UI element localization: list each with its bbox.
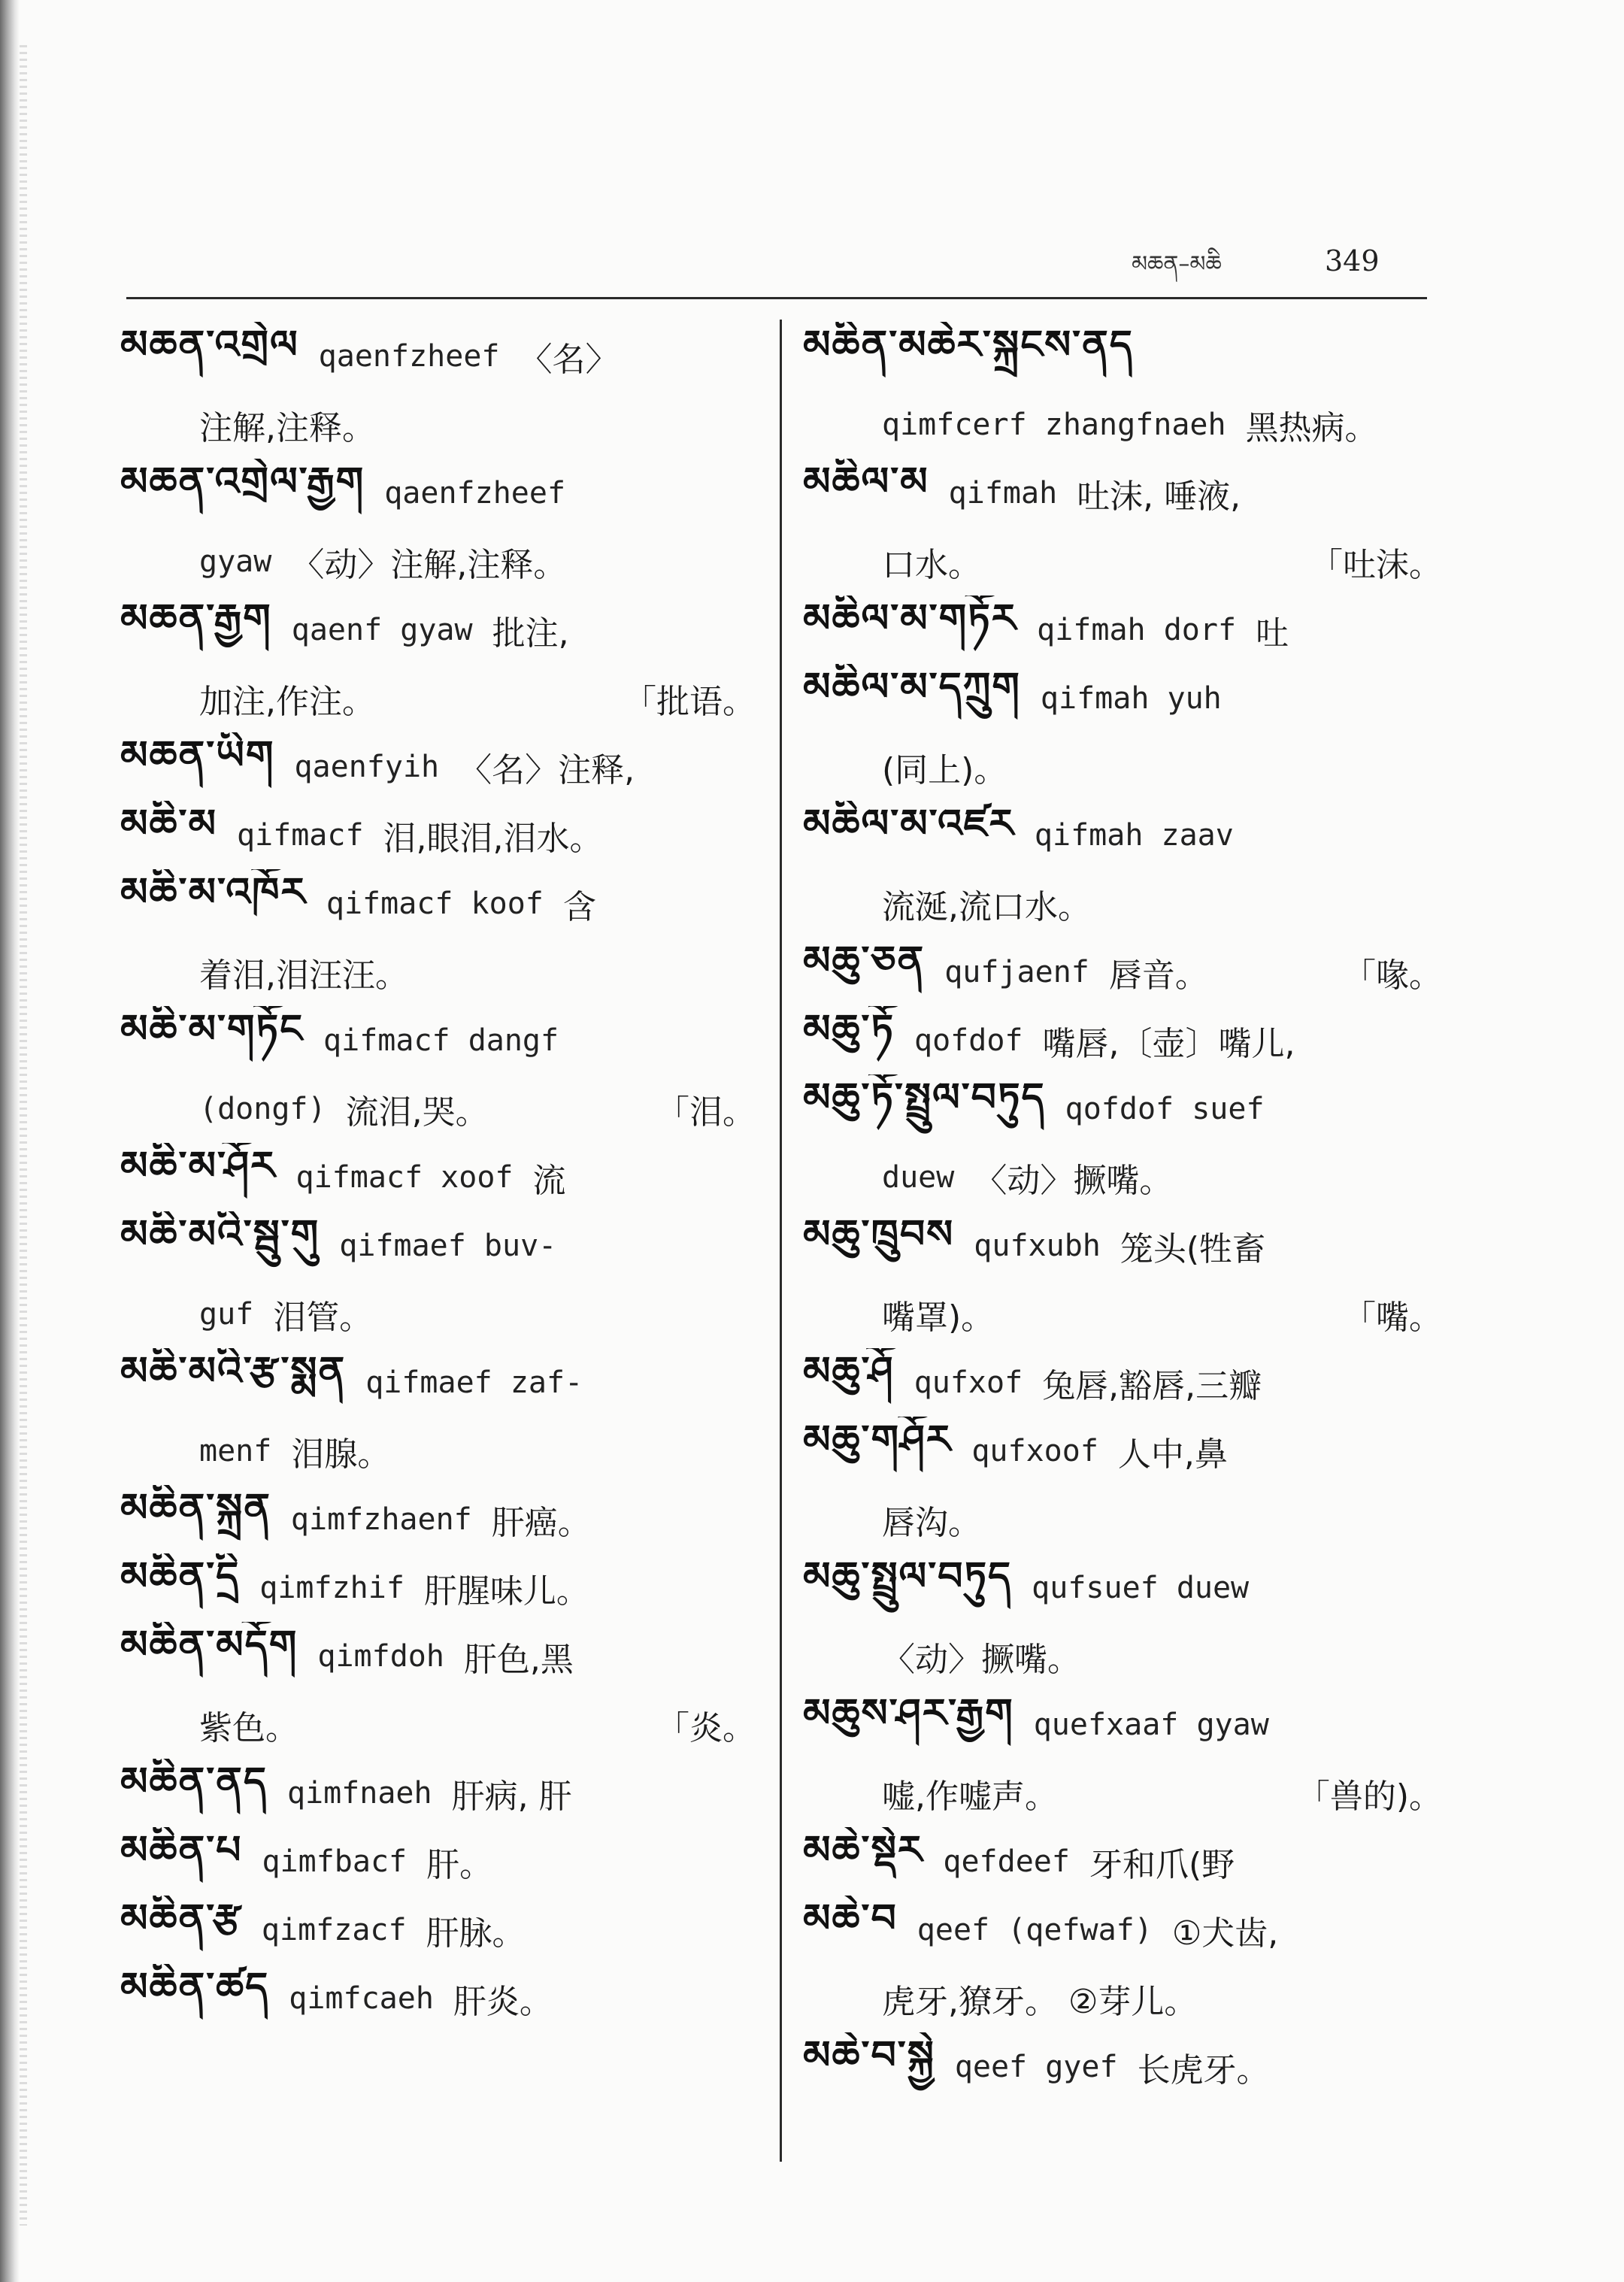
romanization: qifmacf xyxy=(236,817,364,853)
tibetan-headword: མཆིན་དྲི xyxy=(120,1553,241,1599)
run-on-fragment: 「泪。 xyxy=(656,1093,756,1132)
dictionary-entry xyxy=(803,1074,1442,1211)
entry-headline xyxy=(120,459,756,527)
tibetan-headword: མཆེ་སྡེར xyxy=(803,1827,924,1873)
run-on-fragment: 「批语。 xyxy=(623,682,756,721)
tibetan-headword: མཆན་འགྲེལ xyxy=(120,322,299,368)
entry-headline xyxy=(120,1211,756,1280)
tibetan-headword: མཆན་ཡིག xyxy=(120,732,275,778)
romanization: qufjaenf xyxy=(944,954,1089,989)
entry-headline xyxy=(803,1348,1442,1417)
entry-headline xyxy=(803,1690,1442,1759)
tibetan-headword: མཆིལ་མ་གཏོར xyxy=(803,596,1018,641)
run-on-fragment: 「炎。 xyxy=(656,1708,756,1747)
entry-continuation xyxy=(803,527,1442,596)
entry-headline xyxy=(803,1553,1442,1622)
dictionary-entry xyxy=(803,322,1442,459)
entry-headline xyxy=(120,596,756,664)
chinese-gloss: 紫色。 xyxy=(199,1708,298,1747)
tibetan-headword: མཆེ་བ་སྐྱེ xyxy=(803,2032,935,2078)
entry-continuation xyxy=(120,1074,756,1143)
dictionary-entry xyxy=(120,596,756,732)
romanization: guf xyxy=(199,1296,254,1332)
chinese-gloss: ①犬齿, xyxy=(1171,1914,1279,1953)
chinese-gloss: 黑热病。 xyxy=(1245,408,1378,447)
tibetan-headword: མཆུ་སྤྲུལ་བཏུད xyxy=(803,1553,1013,1599)
entry-headline xyxy=(120,322,756,390)
dictionary-entry xyxy=(803,1348,1442,1417)
entry-continuation xyxy=(120,664,756,732)
dictionary-entry xyxy=(803,596,1442,664)
dictionary-entry xyxy=(803,801,1442,938)
entry-headline xyxy=(120,1622,756,1690)
tibetan-headword: མཆིན་མཆེར་སྐྲངས་ནད xyxy=(803,322,1134,368)
entry-headline xyxy=(803,1074,1442,1143)
dictionary-entry xyxy=(120,1553,756,1622)
entry-headline xyxy=(803,664,1442,732)
entry-continuation xyxy=(803,390,1442,459)
entry-continuation xyxy=(120,527,756,596)
entry-headline xyxy=(120,1964,756,2032)
chinese-gloss: 批注, xyxy=(492,614,569,653)
dictionary-entry xyxy=(120,732,756,801)
entry-headline xyxy=(803,596,1442,664)
dictionary-entry xyxy=(120,459,756,596)
romanization: qifmah zaav xyxy=(1034,817,1234,853)
romanization: qufxubh xyxy=(974,1228,1101,1263)
romanization: qifmah dorf xyxy=(1037,612,1237,647)
romanization: qifmaef buv- xyxy=(339,1228,557,1263)
chinese-gloss: 嘴罩)。 xyxy=(882,1298,995,1337)
chinese-gloss: 流 xyxy=(532,1161,566,1200)
chinese-gloss: 注解,注释。 xyxy=(199,408,375,447)
entry-headline xyxy=(120,1006,756,1074)
chinese-gloss: 〈名〉 xyxy=(519,340,619,379)
dictionary-entry xyxy=(120,1896,756,1964)
chinese-gloss: 流涎,流口水。 xyxy=(882,887,1091,926)
tibetan-headword: མཆིན་མདོག xyxy=(120,1622,298,1668)
romanization: duew xyxy=(882,1159,955,1195)
chinese-gloss: 嘘,作嘘声。 xyxy=(882,1777,1058,1816)
dictionary-entry xyxy=(803,1690,1442,1827)
tibetan-headword: མཆི་མའི་སྦུ་གུ xyxy=(120,1211,320,1257)
running-head: མཆན–མཆི xyxy=(1132,251,1222,277)
entry-headline xyxy=(803,2032,1442,2101)
entry-headline xyxy=(803,459,1442,527)
chinese-gloss: 吐沫, 唾液, xyxy=(1077,477,1241,516)
romanization: qimfcerf zhangfnaeh xyxy=(882,407,1226,442)
romanization: qimfzacf xyxy=(261,1912,407,1947)
chinese-gloss: 流泪,哭。 xyxy=(345,1093,489,1132)
entry-headline xyxy=(120,801,756,869)
tibetan-headword: མཆི་མའི་རྩ་སྨན xyxy=(120,1348,347,1394)
tibetan-headword: མཆི་མ་ཤོར xyxy=(120,1143,277,1189)
entry-headline xyxy=(803,1417,1442,1485)
chinese-gloss: 〈名〉注释, xyxy=(459,750,635,789)
entry-continuation xyxy=(120,1280,756,1348)
tibetan-headword: མཆིན་པ xyxy=(120,1827,243,1873)
romanization: qimfdoh xyxy=(317,1638,444,1674)
entry-headline xyxy=(120,869,756,938)
chinese-gloss: 牙和爪(野 xyxy=(1089,1845,1235,1884)
dictionary-entry xyxy=(803,1417,1442,1553)
romanization: qufxof xyxy=(914,1365,1023,1400)
romanization: qofdof xyxy=(914,1023,1023,1058)
romanization: (dongf) xyxy=(199,1091,326,1126)
dictionary-entry xyxy=(803,664,1442,801)
chinese-gloss: 人中,鼻 xyxy=(1117,1435,1228,1474)
entry-continuation xyxy=(803,1759,1442,1827)
chinese-gloss: 嘴唇,〔壶〕嘴儿, xyxy=(1042,1024,1295,1063)
entry-headline xyxy=(120,1143,756,1211)
column-divider xyxy=(780,320,782,2162)
chinese-gloss: 肝炎。 xyxy=(453,1982,553,2021)
romanization: qimfnaeh xyxy=(286,1775,432,1811)
tibetan-headword: མཆུ་གཤོར xyxy=(803,1417,953,1462)
dictionary-entry xyxy=(120,1348,756,1485)
dictionary-entry xyxy=(120,1006,756,1143)
chinese-gloss: 兔唇,豁唇,三瓣 xyxy=(1042,1366,1262,1405)
chinese-gloss: (同上)。 xyxy=(882,750,1007,789)
tibetan-headword: མཆི་མ་འཁོར xyxy=(120,869,307,915)
romanization: qifmacf dangf xyxy=(323,1023,559,1058)
run-on-fragment: 「喙。 xyxy=(1343,956,1442,995)
entry-continuation xyxy=(120,1690,756,1759)
chinese-gloss: 〈动〉撅嘴。 xyxy=(882,1640,1080,1679)
entry-headline xyxy=(803,1006,1442,1074)
chinese-gloss: 唇音。 xyxy=(1108,956,1208,995)
romanization: qufxoof xyxy=(971,1433,1098,1468)
entry-headline xyxy=(120,732,756,801)
chinese-gloss: 唇沟。 xyxy=(882,1503,981,1542)
dictionary-entry xyxy=(120,1211,756,1348)
dictionary-entry xyxy=(803,938,1442,1006)
entry-headline xyxy=(120,1485,756,1553)
romanization: qaenf gyaw xyxy=(291,612,473,647)
run-on-fragment: 「兽的)。 xyxy=(1296,1777,1442,1816)
dictionary-entry xyxy=(803,2032,1442,2101)
entry-headline xyxy=(120,1827,756,1896)
chinese-gloss: 肝脉。 xyxy=(426,1914,526,1953)
dictionary-entry xyxy=(803,1896,1442,2032)
tibetan-headword: མཆེ་བ xyxy=(803,1896,898,1941)
tibetan-headword: མཆིལ་མ་དཀྲུག xyxy=(803,664,1021,710)
entry-continuation xyxy=(803,1485,1442,1553)
chinese-gloss: 含 xyxy=(562,887,596,926)
tibetan-headword: མཆུ་ཁྲུབས xyxy=(803,1211,955,1257)
chinese-gloss: 虎牙,獠牙。 ②芽儿。 xyxy=(882,1982,1198,2021)
tibetan-headword: མཆུ་ཏོ་སྤྲུལ་བཏུད xyxy=(803,1074,1046,1120)
tibetan-headword: མཆན་འགྲེལ་རྒྱག xyxy=(120,459,365,505)
chinese-gloss: 肝。 xyxy=(426,1845,493,1884)
chinese-gloss: 肝腥味儿。 xyxy=(423,1571,589,1611)
entry-continuation xyxy=(120,1417,756,1485)
dictionary-entry xyxy=(120,1759,756,1827)
entry-continuation xyxy=(803,1622,1442,1690)
left-column xyxy=(120,322,756,2032)
romanization: qimfcaeh xyxy=(289,1980,434,2016)
entry-continuation xyxy=(120,938,756,1006)
chinese-gloss: 肝色,黑 xyxy=(463,1640,574,1679)
romanization: qufsuef duew xyxy=(1032,1570,1250,1605)
chinese-gloss: 加注,作注。 xyxy=(199,682,375,721)
dictionary-entry xyxy=(803,1553,1442,1690)
tibetan-headword: མཆིན་ཚད xyxy=(120,1964,270,2010)
dictionary-entry xyxy=(120,801,756,869)
dictionary-entry xyxy=(120,322,756,459)
tibetan-headword: མཆིན་རྩ xyxy=(120,1896,242,1941)
tibetan-headword: མཆིལ་མ xyxy=(803,459,929,505)
tibetan-headword: མཆུ་ཤོ xyxy=(803,1348,895,1394)
scan-shadow-edge xyxy=(0,0,20,2282)
romanization: menf xyxy=(199,1433,272,1468)
page-number: 349 xyxy=(1325,244,1380,277)
entry-headline xyxy=(803,938,1442,1006)
romanization: qifmah yuh xyxy=(1040,680,1222,716)
romanization: qimfzhaenf xyxy=(290,1502,472,1537)
entry-headline xyxy=(803,1211,1442,1280)
entry-continuation xyxy=(120,390,756,459)
dictionary-entry xyxy=(803,1827,1442,1896)
entry-continuation xyxy=(803,1280,1442,1348)
entry-continuation xyxy=(803,1964,1442,2032)
chinese-gloss: 肝癌。 xyxy=(491,1503,591,1542)
tibetan-headword: མཆིན་སྐྲན xyxy=(120,1485,271,1531)
chinese-gloss: 笼头(牲畜 xyxy=(1120,1229,1266,1268)
tibetan-headword: མཆི་མ xyxy=(120,801,217,847)
dictionary-entry xyxy=(120,1827,756,1896)
dictionary-entry xyxy=(803,1211,1442,1348)
romanization: qaenfzheef xyxy=(318,338,500,374)
chinese-gloss: 〈动〉撅嘴。 xyxy=(974,1161,1173,1200)
romanization: gyaw xyxy=(199,544,272,579)
romanization: qaenfyih xyxy=(294,749,440,784)
chinese-gloss: 着泪,泪汪汪。 xyxy=(199,956,408,995)
entry-headline xyxy=(803,322,1442,390)
dictionary-entry xyxy=(120,869,756,1006)
dictionary-entry xyxy=(120,1622,756,1759)
chinese-gloss: 〈动〉注解,注释。 xyxy=(291,545,567,584)
header-rule xyxy=(126,297,1427,299)
entry-continuation xyxy=(803,1143,1442,1211)
right-column xyxy=(803,322,1442,2101)
entry-headline xyxy=(803,1896,1442,1964)
entry-continuation xyxy=(803,732,1442,801)
chinese-gloss: 泪腺。 xyxy=(291,1435,391,1474)
chinese-gloss: 肝病, 肝 xyxy=(451,1777,572,1816)
dictionary-entry xyxy=(803,1006,1442,1074)
tibetan-headword: མཆིན་ནད xyxy=(120,1759,268,1805)
entry-headline xyxy=(120,1896,756,1964)
tibetan-headword: མཆན་རྒྱག xyxy=(120,596,272,641)
entry-headline xyxy=(120,1553,756,1622)
dictionary-entry xyxy=(120,1143,756,1211)
entry-headline xyxy=(120,1759,756,1827)
entry-headline xyxy=(803,801,1442,869)
chinese-gloss: 长虎牙。 xyxy=(1137,2050,1270,2090)
scan-shadow-texture xyxy=(20,45,27,2226)
tibetan-headword: མཆུ་ཏོ xyxy=(803,1006,895,1052)
romanization: qimfzhif xyxy=(259,1570,404,1605)
romanization: qifmaef zaf- xyxy=(365,1365,583,1400)
entry-headline xyxy=(803,1827,1442,1896)
romanization: qeef (qefwaf) xyxy=(917,1912,1153,1947)
chinese-gloss: 口水。 xyxy=(882,545,981,584)
romanization: qifmacf koof xyxy=(326,886,544,921)
run-on-fragment: 「嘴。 xyxy=(1343,1298,1442,1337)
chinese-gloss: 泪管。 xyxy=(273,1298,373,1337)
romanization: qifmah xyxy=(948,475,1058,511)
tibetan-headword: མཆི་མ་གཏོང xyxy=(120,1006,304,1052)
run-on-fragment: 「吐沫。 xyxy=(1310,545,1442,584)
romanization: quefxaaf gyaw xyxy=(1033,1707,1269,1742)
tibetan-headword: མཆིལ་མ་འཛར xyxy=(803,801,1015,847)
romanization: qefdeef xyxy=(943,1844,1070,1879)
dictionary-entry xyxy=(803,459,1442,596)
romanization: qofdof suef xyxy=(1065,1091,1265,1126)
tibetan-headword: མཆུ་ཅན xyxy=(803,938,926,983)
chinese-gloss: 吐 xyxy=(1256,614,1289,653)
tibetan-headword: མཆུས་ཤར་རྒྱག xyxy=(803,1690,1014,1736)
entry-headline xyxy=(120,1348,756,1417)
romanization: qeef gyef xyxy=(954,2049,1118,2084)
dictionary-entry xyxy=(120,1485,756,1553)
entry-continuation xyxy=(803,869,1442,938)
romanization: qifmacf xoof xyxy=(295,1159,514,1195)
romanization: qaenfzheef xyxy=(384,475,566,511)
chinese-gloss: 泪,眼泪,泪水。 xyxy=(383,819,603,858)
dictionary-entry xyxy=(120,1964,756,2032)
romanization: qimfbacf xyxy=(262,1844,408,1879)
